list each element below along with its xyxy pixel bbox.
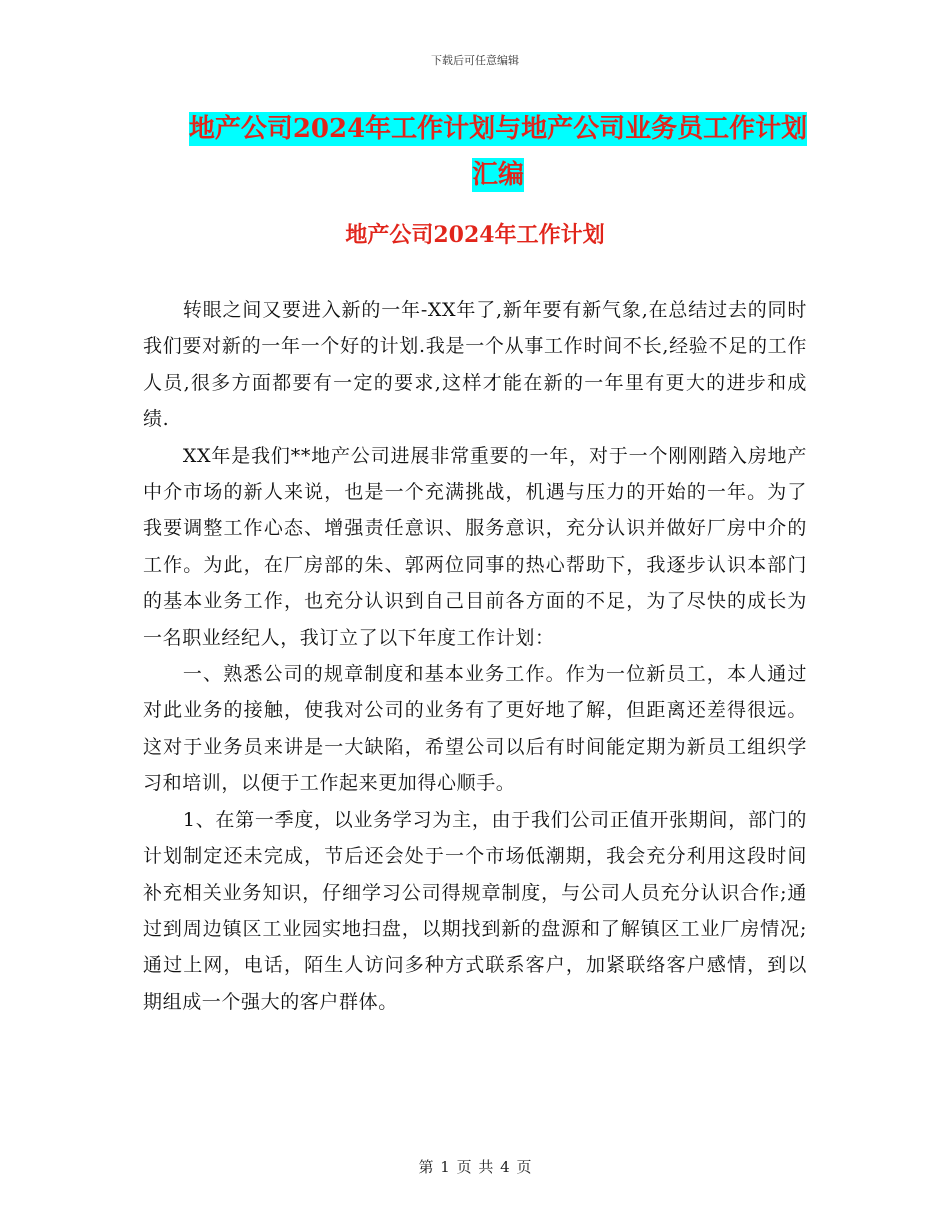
paragraph: 一、熟悉公司的规章制度和基本业务工作。作为一位新员工，本人通过对此业务的接触，使我对公司的业务有了更好地了解，但距离还差得很远。这对于业务员来讲是一大缺陷，希望公司以后有时间能定期为新员工组织学习和培训，以便于工作起来更加得心顺手。 <box>143 663 807 795</box>
paragraph: 1、在第一季度，以业务学习为主，由于我们公司正值开张期间，部门的计划制定还未完成，节后还会处于一个市场低潮期，我会充分利用这段时间补充相关业务知识，仔细学习公司得规章制度，与公司人员充分认识合作;通过到周边镇区工业园实地扫盘，以期找到新的盘源和了解镇区工业厂房情况;通过上网，电话，陌生人访问多种方式联系客户，加紧联络客户感情，到以期组成一个强大的客户群体。 <box>143 808 807 1013</box>
document-body <box>143 292 807 1020</box>
document-title <box>186 106 810 198</box>
section-title: 地产公司2024年工作计划 <box>345 222 605 248</box>
page-number: 第 1 页 共 4 页 <box>418 1158 532 1176</box>
paragraph: XX年是我们**地产公司进展非常重要的一年，对于一个刚刚踏入房地产中介市场的新人来说，也是一个充满挑战，机遇与压力的开始的一年。为了我要调整工作心态、增强责任意识、服务意识，充分认识并做好厂房中介的工作。为此，在厂房部的朱、郭两位同事的热心帮助下，我逐步认识本部门的基本业务工作，也充分认识到自己目前各方面的不足，为了尽快的成长为一名职业经纪人，我订立了以下年度工作计划： <box>143 444 807 649</box>
paragraph: 转眼之间又要进入新的一年-XX年了,新年要有新气象,在总结过去的同时我们要对新的一年一个好的计划.我是一个从事工作时间不长,经验不足的工作人员,很多方面都要有一定的要求,这样才能在新的一年里有更大的进步和成绩. <box>143 299 807 431</box>
document-title-text: 地产公司2024年工作计划与地产公司业务员工作计划汇编 <box>188 114 808 190</box>
header-note: 下载后可任意编辑 <box>431 54 519 67</box>
